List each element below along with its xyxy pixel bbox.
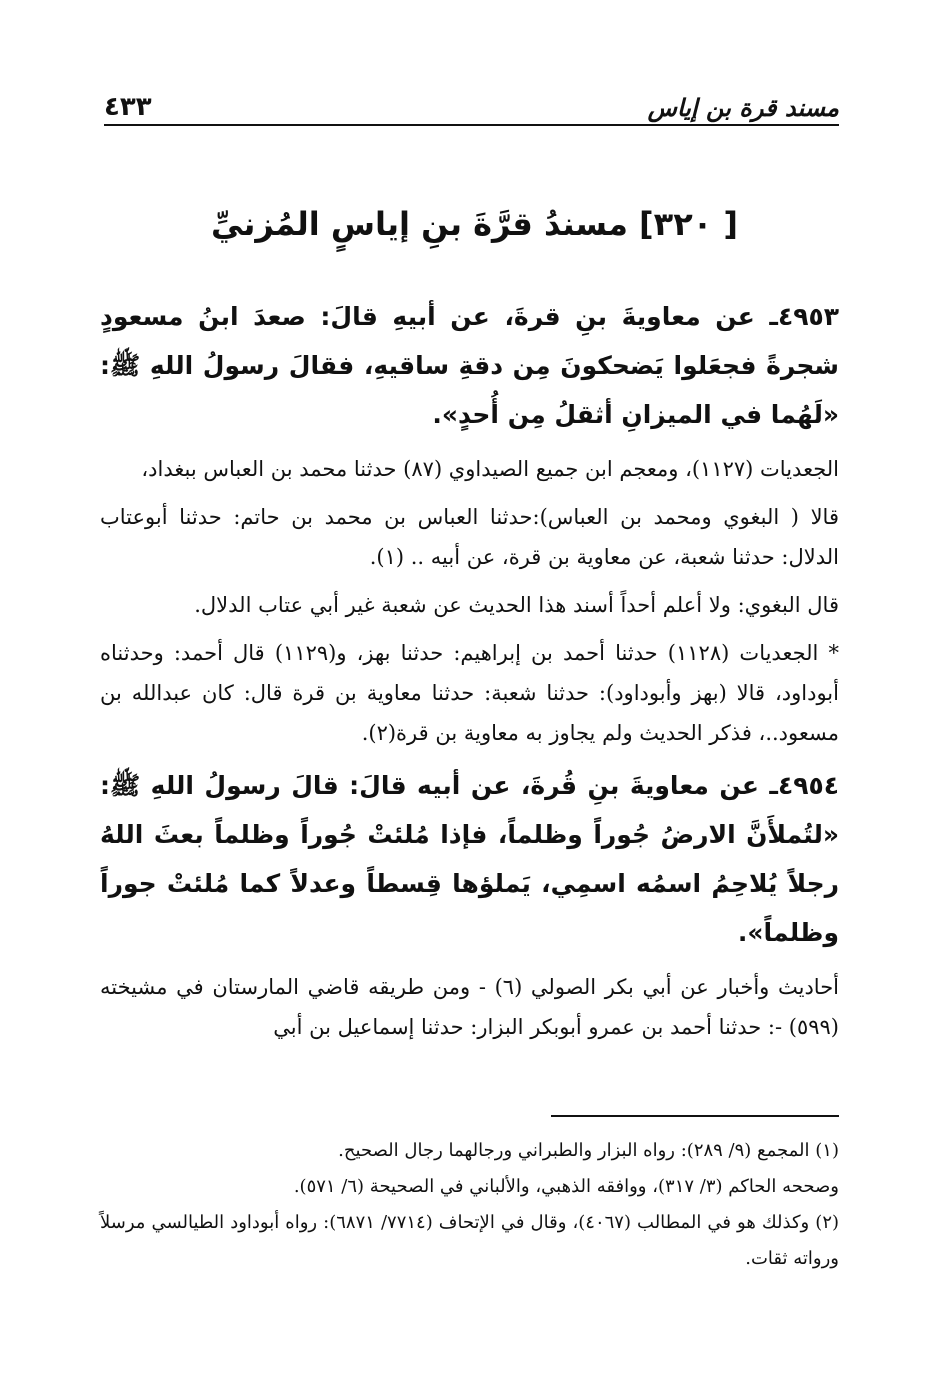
main-text bbox=[100, 292, 839, 1055]
running-header bbox=[104, 82, 839, 126]
takhrij-paragraph: أحاديث وأخبار عن أبي بكر الصولي (٦) - ومن طريقه قاضي المارستان في مشيخته (٥٩٩) -: حدثنا أحمد بن عمرو أبوبكر البزار: حدثنا إسماعيل بن أبي bbox=[100, 975, 840, 1039]
running-title: مسند قرة بن إياس bbox=[647, 94, 839, 122]
footnote: (٢) وكذلك هو في المطالب (٤٠٦٧)، وقال في الإتحاف (٧٧١٤/ ٦٨٧١): رواه أبوداود الطيالسي مرسلاً ورواته ثقات. bbox=[100, 1212, 840, 1269]
hadith-4954: ٤٩٥٤ـ عن معاويةَ بنِ قُرةَ، عن أبيه قالَ: قالَ رسولُ اللهِ ﷺ: «لتُملأَنَّ الارضُ جُوراً وظلماً، فإذا مُلئتْ جُوراً وظلماً بعثَ اللهُ رجلاً يُلاحِمُ اسمُه اسمِي، يَملؤها قِسطاً وعدلاً كما مُلئتْ جوراً وظلماً». bbox=[100, 771, 839, 947]
hadith-4953: ٤٩٥٣ـ عن معاويةَ بنِ قرةَ، عن أبيهِ قالَ: صعدَ ابنُ مسعودٍ شجرةً فجعَلوا يَضحكونَ مِن دقةِ ساقيهِ، فقالَ رسولُ اللهِ ﷺ: «لَهُما في الميزانِ أثقلُ مِن أُحدٍ». bbox=[100, 302, 839, 429]
takhrij-paragraph: * الجعديات (١١٢٨) حدثنا أحمد بن إبراهيم: حدثنا بهز، و(١١٢٩) قال أحمد: وحدثناه أبوداود، قالا (بهز وأبوداود): حدثنا شعبة: حدثنا معاوية بن قرة قال: كان عبدالله بن مسعود..، فذكر الحديث ولم يجاوز به معاوية بن قرة(٢). bbox=[100, 641, 840, 745]
footnote-separator bbox=[551, 1115, 839, 1117]
takhrij-paragraph: قالا ( البغوي ومحمد بن العباس):حدثنا العباس بن محمد بن حاتم: حدثنا أبوعتاب الدلال: حدثنا شعبة، عن معاوية بن قرة، عن أبيه .. (١). bbox=[100, 505, 839, 569]
page-number: ٤٣٣ bbox=[104, 92, 152, 122]
section-title: [ ٣٢٠] مسندُ قرَّةَ بنِ إياسٍ المُزنيِّ bbox=[210, 205, 739, 243]
footnotes bbox=[100, 1133, 839, 1277]
footnote: (١) المجمع (٩/ ٢٨٩): رواه البزار والطبراني ورجالهما رجال الصحيح. bbox=[338, 1140, 839, 1161]
takhrij-paragraph: قال البغوي: ولا أعلم أحداً أسند هذا الحديث عن شعبة غير أبي عتاب الدلال. bbox=[194, 593, 839, 617]
footnote: وصححه الحاكم (٣/ ٣١٧)، ووافقه الذهبي، والألباني في الصحيحة (٦/ ٥٧١). bbox=[293, 1176, 839, 1197]
takhrij-paragraph: الجعديات (١١٢٧)، ومعجم ابن جميع الصيداوي (٨٧) حدثنا محمد بن العباس ببغداد، bbox=[141, 457, 839, 481]
